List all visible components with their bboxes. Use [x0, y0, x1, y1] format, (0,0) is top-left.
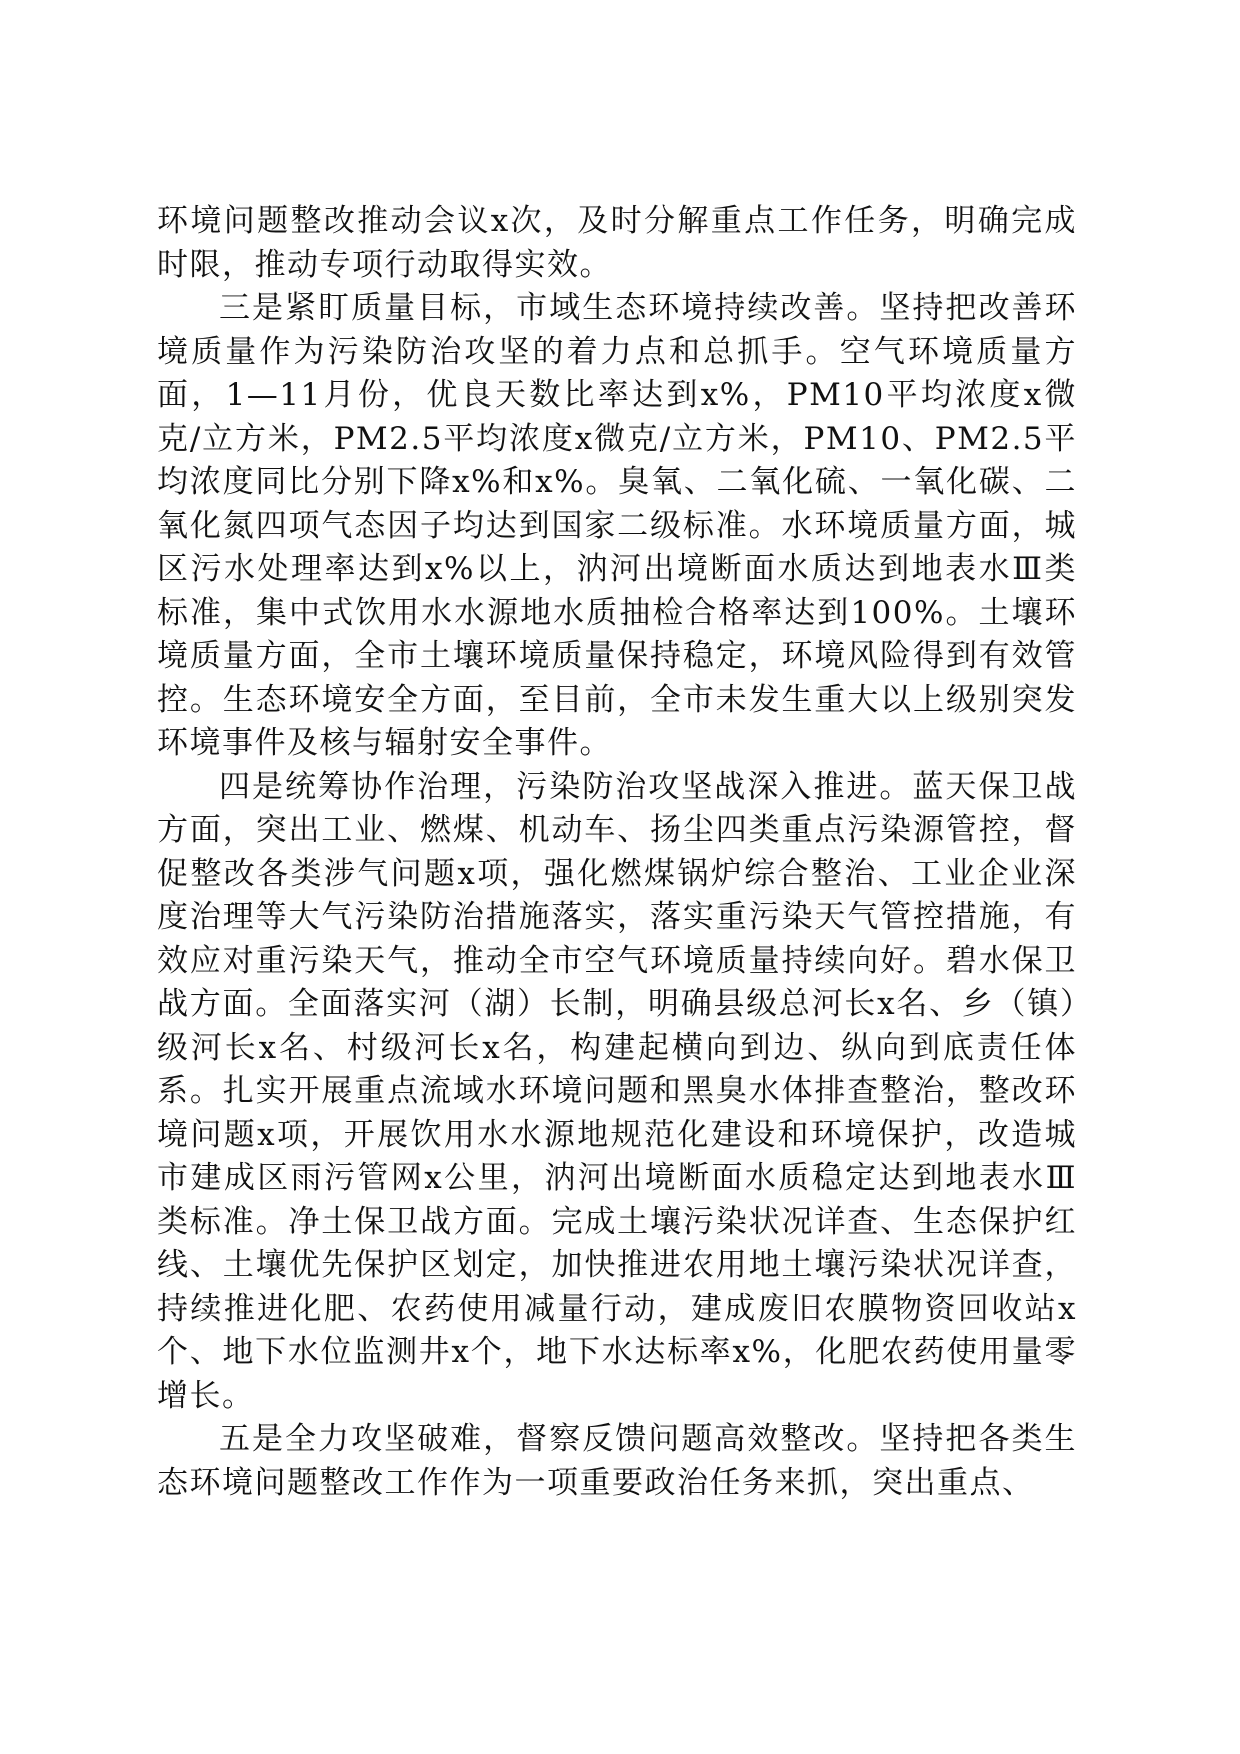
paragraph-pollution-control: 四是统筹协作治理，污染防治攻坚战深入推进。蓝天保卫战方面，突出工业、燃煤、机动车、扬尘四类重点污染源管控，督促整改各类涉气问题x项，强化燃煤锅炉综合整治、工业企业深度治理等大气污染防治措施落实，落实重污染天气管控措施，有效应对重污染天气，推动全市空气环境质量持续向好。碧水保卫战方面。全面落实河（湖）长制，明确县级总河长x名、乡（镇）级河长x名、村级河长x名，构建起横向到边、纵向到底责任体系。扎实开展重点流域水环境问题和黑臭水体排查整治，整改环境问题x项，开展饮用水水源地规范化建设和环境保护，改造城市建成区雨污管网x公里，汭河出境断面水质稳定达到地表水Ⅲ类标准。净土保卫战方面。完成土壤污染状况详查、生态保护红线、土壤优先保护区划定，加快推进农用地土壤污染状况详查，持续推进化肥、农药使用减量行动，建成废旧农膜物资回收站x个、地下水位监测井x个，地下水达标率x%，化肥农药使用量零增长。 — [157, 768, 1077, 1414]
paragraph-inspection-rectification: 五是全力攻坚破难，督察反馈问题高效整改。坚持把各类生态环境问题整改工作作为一项重要政治任务来抓，突出重点、 — [157, 1421, 1077, 1501]
paragraph-continuation: 环境问题整改推动会议x次，及时分解重点工作任务，明确完成时限，推动专项行动取得实效。 — [157, 203, 1077, 283]
document-page — [157, 200, 1077, 1505]
paragraph-environment-quality: 三是紧盯质量目标，市域生态环境持续改善。坚持把改善环境质量作为污染防治攻坚的着力点和总抓手。空气环境质量方面，1—11月份，优良天数比率达到x%，PM10平均浓度x微克/立方米，PM2.5平均浓度x微克/立方米，PM10、PM2.5平均浓度同比分别下降x%和x%。臭氧、二氧化硫、一氧化碳、二氧化氮四项气态因子均达到国家二级标准。水环境质量方面，城区污水处理率达到x%以上，汭河出境断面水质达到地表水Ⅲ类标准，集中式饮用水水源地水质抽检合格率达到100%。土壤环境质量方面，全市土壤环境质量保持稳定，环境风险得到有效管控。生态环境安全方面，至目前，全市未发生重大以上级别突发环境事件及核与辐射安全事件。 — [157, 290, 1077, 761]
